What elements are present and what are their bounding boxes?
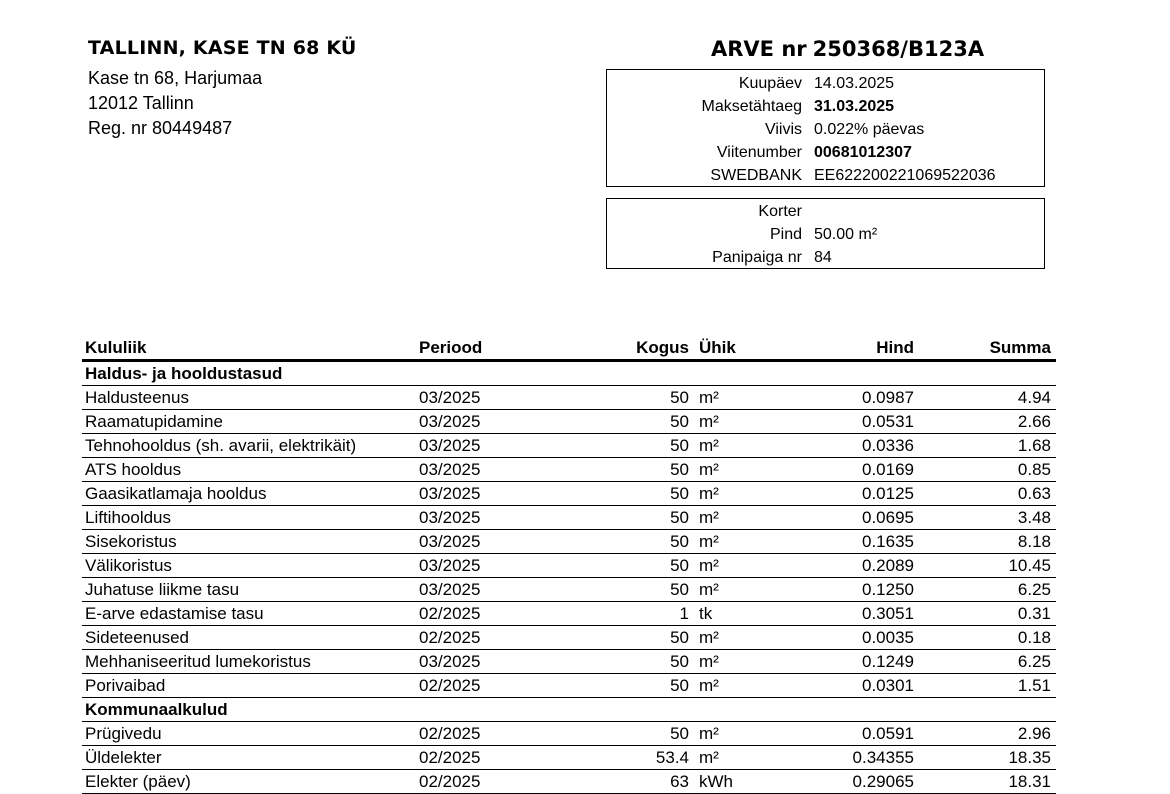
cell-sum: 0.31 bbox=[1017, 604, 1051, 623]
cell-quantity: 50 bbox=[670, 628, 689, 647]
cell-unit: m² bbox=[699, 556, 719, 575]
cell-price: 0.0591 bbox=[862, 724, 914, 743]
detail-label: Kuupäev bbox=[738, 75, 802, 92]
cell-sum: 0.85 bbox=[1017, 460, 1051, 479]
cell-price: 0.1249 bbox=[862, 652, 914, 671]
cell-quantity: 50 bbox=[670, 556, 689, 575]
detail-label: Maksetähtaeg bbox=[701, 98, 802, 115]
cell-name: Üldelekter bbox=[85, 748, 162, 767]
cell-quantity: 50 bbox=[670, 484, 689, 503]
cell-name: Haldusteenus bbox=[85, 388, 189, 407]
cell-quantity: 50 bbox=[670, 580, 689, 599]
header-sum: Summa bbox=[989, 338, 1051, 357]
cell-price: 0.2089 bbox=[862, 556, 914, 575]
invoice-number: 250368/B123A bbox=[812, 37, 985, 61]
cell-unit: m² bbox=[699, 412, 719, 431]
detail-label: Viitenumber bbox=[716, 144, 802, 161]
cell-period: 02/2025 bbox=[419, 676, 481, 695]
header-period: Periood bbox=[419, 338, 483, 357]
table-row bbox=[82, 386, 1056, 410]
cell-quantity: 1 bbox=[679, 604, 689, 623]
cell-name: Tehnohooldus (sh. avarii, elektrikäit) bbox=[85, 436, 357, 455]
table-row bbox=[82, 746, 1056, 770]
cell-name: Sideteenused bbox=[85, 628, 189, 647]
apartment-label: Panipaiga nr bbox=[712, 249, 802, 266]
cell-price: 0.0531 bbox=[862, 412, 914, 431]
detail-row-due-date bbox=[607, 95, 1044, 118]
cell-price: 0.29065 bbox=[852, 772, 914, 791]
cell-period: 02/2025 bbox=[419, 724, 481, 743]
apartment-value: 84 bbox=[814, 249, 832, 266]
cell-sum: 1.68 bbox=[1017, 436, 1051, 455]
section-title: Haldus- ja hooldustasud bbox=[85, 364, 283, 383]
table-row bbox=[82, 722, 1056, 746]
cell-unit: m² bbox=[699, 484, 719, 503]
cell-name: Porivaibad bbox=[85, 676, 166, 695]
cell-quantity: 50 bbox=[670, 388, 689, 407]
apartment-label: Pind bbox=[769, 226, 802, 243]
header-name: Kululiik bbox=[85, 338, 147, 357]
cell-period: 03/2025 bbox=[419, 484, 481, 503]
cell-price: 0.3051 bbox=[862, 604, 914, 623]
apartment-row-area bbox=[607, 223, 1044, 246]
cell-sum: 6.25 bbox=[1017, 652, 1051, 671]
cell-period: 03/2025 bbox=[419, 556, 481, 575]
cell-sum: 10.45 bbox=[1008, 556, 1051, 575]
cell-quantity: 63 bbox=[670, 772, 689, 791]
cell-period: 03/2025 bbox=[419, 436, 481, 455]
cell-price: 0.0125 bbox=[862, 484, 914, 503]
cell-price: 0.0695 bbox=[862, 508, 914, 527]
cell-sum: 4.94 bbox=[1017, 388, 1051, 407]
table-row bbox=[82, 602, 1056, 626]
cell-quantity: 50 bbox=[670, 676, 689, 695]
cell-name: Sisekoristus bbox=[85, 532, 177, 551]
apartment-value: 50.00 m² bbox=[814, 226, 878, 243]
company-name: TALLINN, KASE TN 68 KÜ bbox=[88, 37, 357, 59]
cell-unit: m² bbox=[699, 460, 719, 479]
table-row bbox=[82, 482, 1056, 506]
cell-period: 03/2025 bbox=[419, 388, 481, 407]
cell-unit: m² bbox=[699, 388, 719, 407]
cell-price: 0.0035 bbox=[862, 628, 914, 647]
cell-sum: 3.48 bbox=[1017, 508, 1051, 527]
detail-row-reference bbox=[607, 141, 1044, 164]
table-row bbox=[82, 434, 1056, 458]
detail-label: SWEDBANK bbox=[710, 167, 802, 184]
cell-sum: 0.18 bbox=[1017, 628, 1051, 647]
cell-name: E-arve edastamise tasu bbox=[85, 604, 264, 623]
table-body bbox=[82, 362, 1056, 794]
cell-sum: 8.18 bbox=[1017, 532, 1051, 551]
detail-row-date bbox=[607, 72, 1044, 95]
cell-name: Liftihooldus bbox=[85, 508, 172, 527]
table-section-row bbox=[82, 698, 1056, 722]
cell-price: 0.1635 bbox=[862, 532, 914, 551]
detail-value: 00681012307 bbox=[814, 144, 912, 161]
cell-price: 0.0169 bbox=[862, 460, 914, 479]
cell-name: Gaasikatlamaja hooldus bbox=[85, 484, 267, 503]
invoice-label: ARVE nr bbox=[711, 37, 807, 61]
detail-label: Viivis bbox=[764, 121, 802, 138]
cell-sum: 1.51 bbox=[1017, 676, 1051, 695]
invoice-details-box bbox=[606, 69, 1045, 187]
cell-name: ATS hooldus bbox=[85, 460, 182, 479]
cell-period: 03/2025 bbox=[419, 580, 481, 599]
cell-unit: m² bbox=[699, 436, 719, 455]
detail-value: 31.03.2025 bbox=[814, 98, 895, 115]
cell-sum: 6.25 bbox=[1017, 580, 1051, 599]
cell-name: Raamatupidamine bbox=[85, 412, 223, 431]
cell-quantity: 50 bbox=[670, 508, 689, 527]
table-row bbox=[82, 626, 1056, 650]
cell-unit: m² bbox=[699, 532, 719, 551]
table-row bbox=[82, 530, 1056, 554]
detail-value: 0.022% päevas bbox=[814, 121, 925, 138]
cell-sum: 0.63 bbox=[1017, 484, 1051, 503]
cell-quantity: 50 bbox=[670, 412, 689, 431]
table-row bbox=[82, 650, 1056, 674]
cell-name: Prügivedu bbox=[85, 724, 162, 743]
cell-sum: 2.96 bbox=[1017, 724, 1051, 743]
table-row bbox=[82, 770, 1056, 794]
cell-period: 02/2025 bbox=[419, 604, 481, 623]
detail-row-bank bbox=[607, 164, 1044, 187]
detail-value: 14.03.2025 bbox=[814, 75, 895, 92]
apartment-box bbox=[606, 198, 1045, 269]
invoice-title bbox=[711, 37, 984, 61]
table-row bbox=[82, 554, 1056, 578]
cell-period: 03/2025 bbox=[419, 652, 481, 671]
cell-unit: m² bbox=[699, 628, 719, 647]
table-row bbox=[82, 578, 1056, 602]
cell-unit: kWh bbox=[699, 772, 733, 791]
cell-sum: 18.31 bbox=[1008, 772, 1051, 791]
cell-quantity: 53.4 bbox=[655, 748, 689, 767]
cell-period: 02/2025 bbox=[419, 628, 481, 647]
cell-sum: 18.35 bbox=[1008, 748, 1051, 767]
cell-period: 03/2025 bbox=[419, 460, 481, 479]
detail-row-penalty bbox=[607, 118, 1044, 141]
table-section-row bbox=[82, 362, 1056, 386]
company-reg-number: Reg. nr 80449487 bbox=[88, 118, 233, 138]
cell-period: 02/2025 bbox=[419, 748, 481, 767]
cell-quantity: 50 bbox=[670, 436, 689, 455]
detail-value: EE622200221069522036 bbox=[814, 167, 996, 184]
cell-unit: m² bbox=[699, 508, 719, 527]
table-header bbox=[82, 335, 1056, 362]
apartment-row-storage bbox=[607, 246, 1044, 269]
cell-quantity: 50 bbox=[670, 532, 689, 551]
cell-name: Mehhaniseeritud lumekoristus bbox=[85, 652, 311, 671]
cell-unit: tk bbox=[699, 604, 713, 623]
cell-period: 02/2025 bbox=[419, 772, 481, 791]
apartment-label: Korter bbox=[758, 203, 802, 220]
header-quantity: Kogus bbox=[636, 338, 689, 357]
table-row bbox=[82, 506, 1056, 530]
cell-price: 0.0336 bbox=[862, 436, 914, 455]
header-unit: Ühik bbox=[699, 338, 736, 357]
cell-period: 03/2025 bbox=[419, 532, 481, 551]
cell-quantity: 50 bbox=[670, 724, 689, 743]
cell-sum: 2.66 bbox=[1017, 412, 1051, 431]
cell-quantity: 50 bbox=[670, 460, 689, 479]
cell-name: Elekter (päev) bbox=[85, 772, 191, 791]
header-price: Hind bbox=[876, 338, 914, 357]
cell-period: 03/2025 bbox=[419, 508, 481, 527]
cell-price: 0.0987 bbox=[862, 388, 914, 407]
company-address-line2: 12012 Tallinn bbox=[88, 93, 194, 113]
table-row bbox=[82, 410, 1056, 434]
table-row bbox=[82, 458, 1056, 482]
cell-unit: m² bbox=[699, 748, 719, 767]
cell-name: Välikoristus bbox=[85, 556, 172, 575]
charges-table bbox=[82, 335, 1056, 794]
cell-unit: m² bbox=[699, 724, 719, 743]
cell-period: 03/2025 bbox=[419, 412, 481, 431]
company-address-line1: Kase tn 68, Harjumaa bbox=[88, 68, 263, 88]
cell-name: Juhatuse liikme tasu bbox=[85, 580, 240, 599]
cell-unit: m² bbox=[699, 652, 719, 671]
apartment-row-korter bbox=[607, 200, 1044, 223]
cell-unit: m² bbox=[699, 676, 719, 695]
cell-price: 0.1250 bbox=[862, 580, 914, 599]
cell-quantity: 50 bbox=[670, 652, 689, 671]
section-title: Kommunaalkulud bbox=[85, 700, 228, 719]
cell-unit: m² bbox=[699, 580, 719, 599]
cell-price: 0.0301 bbox=[862, 676, 914, 695]
cell-price: 0.34355 bbox=[852, 748, 914, 767]
table-row bbox=[82, 674, 1056, 698]
